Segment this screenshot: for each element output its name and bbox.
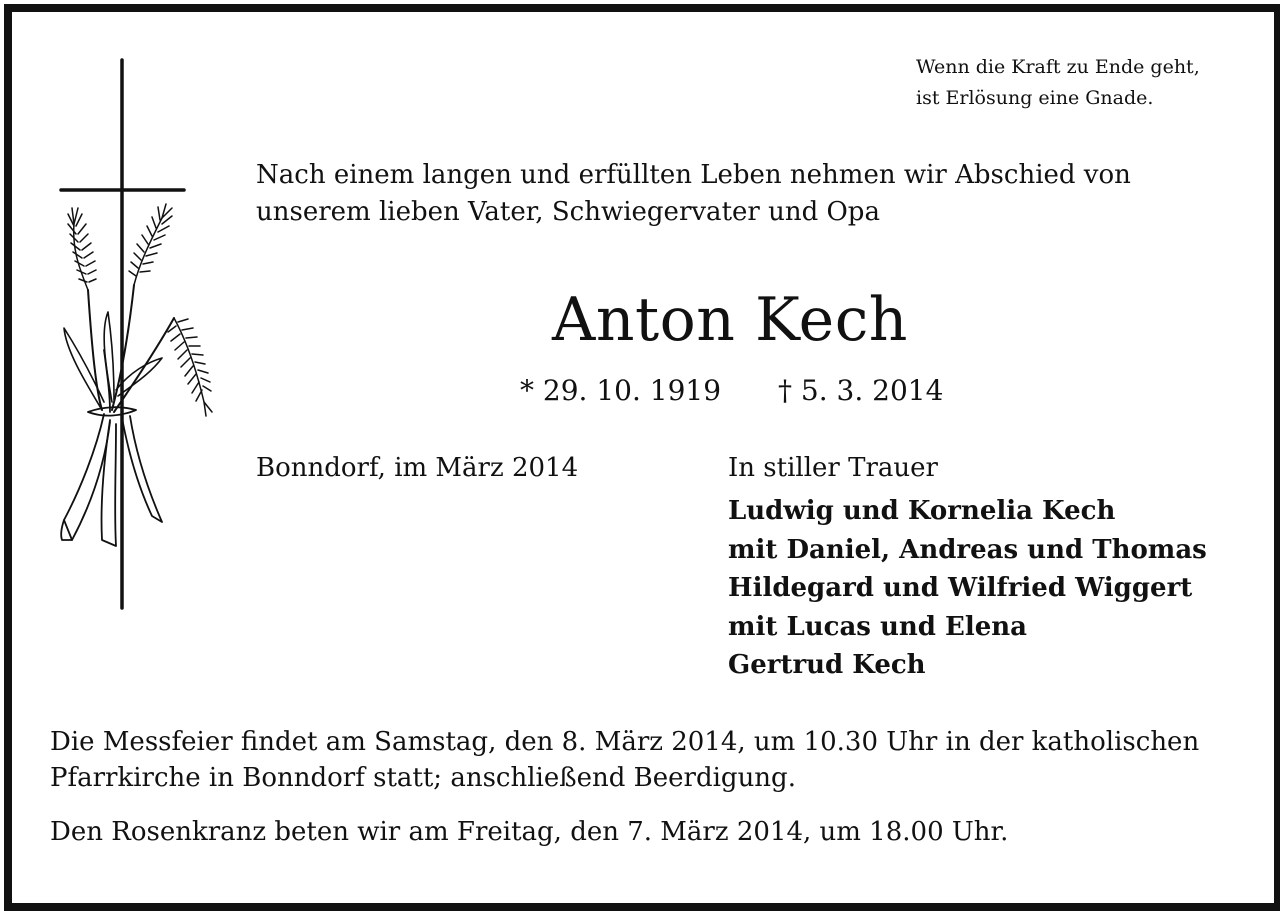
mourning-label: In stiller Trauer xyxy=(728,453,938,483)
motto-quote xyxy=(916,52,1200,114)
intro-line: Nach einem langen und erfüllten Leben nehmen wir Abschied von xyxy=(256,160,1131,190)
birth-date: * 29. 10. 1919 xyxy=(520,374,722,407)
intro-text xyxy=(256,157,1204,231)
motto-line: Wenn die Kraft zu Ende geht, xyxy=(916,56,1200,78)
cross-with-wheat-icon xyxy=(44,50,214,610)
deceased-name: Anton Kech xyxy=(552,285,908,355)
death-date: † 5. 3. 2014 xyxy=(778,374,944,407)
mourner-entry: Ludwig und Kornelia Kech xyxy=(728,496,1116,526)
service-info xyxy=(50,724,1199,796)
mourner-entry: Hildegard und Wilfried Wiggert xyxy=(728,573,1193,603)
motto-line: ist Erlösung eine Gnade. xyxy=(916,87,1154,109)
service-line: Die Messfeier findet am Samstag, den 8. März 2014, um 10.30 Uhr in der katholischen xyxy=(50,727,1200,757)
intro-line: unserem lieben Vater, Schwiegervater und Opa xyxy=(256,197,880,227)
rosary-info: Den Rosenkranz beten wir am Freitag, den 7. März 2014, um 18.00 Uhr. xyxy=(50,817,1009,847)
mourner-entry: mit Daniel, Andreas und Thomas xyxy=(728,534,1207,565)
mourner-entry: Gertrud Kech xyxy=(728,650,926,680)
place-date: Bonndorf, im März 2014 xyxy=(256,453,579,483)
mourner-entry: mit Lucas und Elena xyxy=(728,611,1028,642)
mourners-list xyxy=(728,492,1207,685)
service-line: Pfarrkirche in Bonndorf statt; anschließend Beerdigung. xyxy=(50,763,796,793)
